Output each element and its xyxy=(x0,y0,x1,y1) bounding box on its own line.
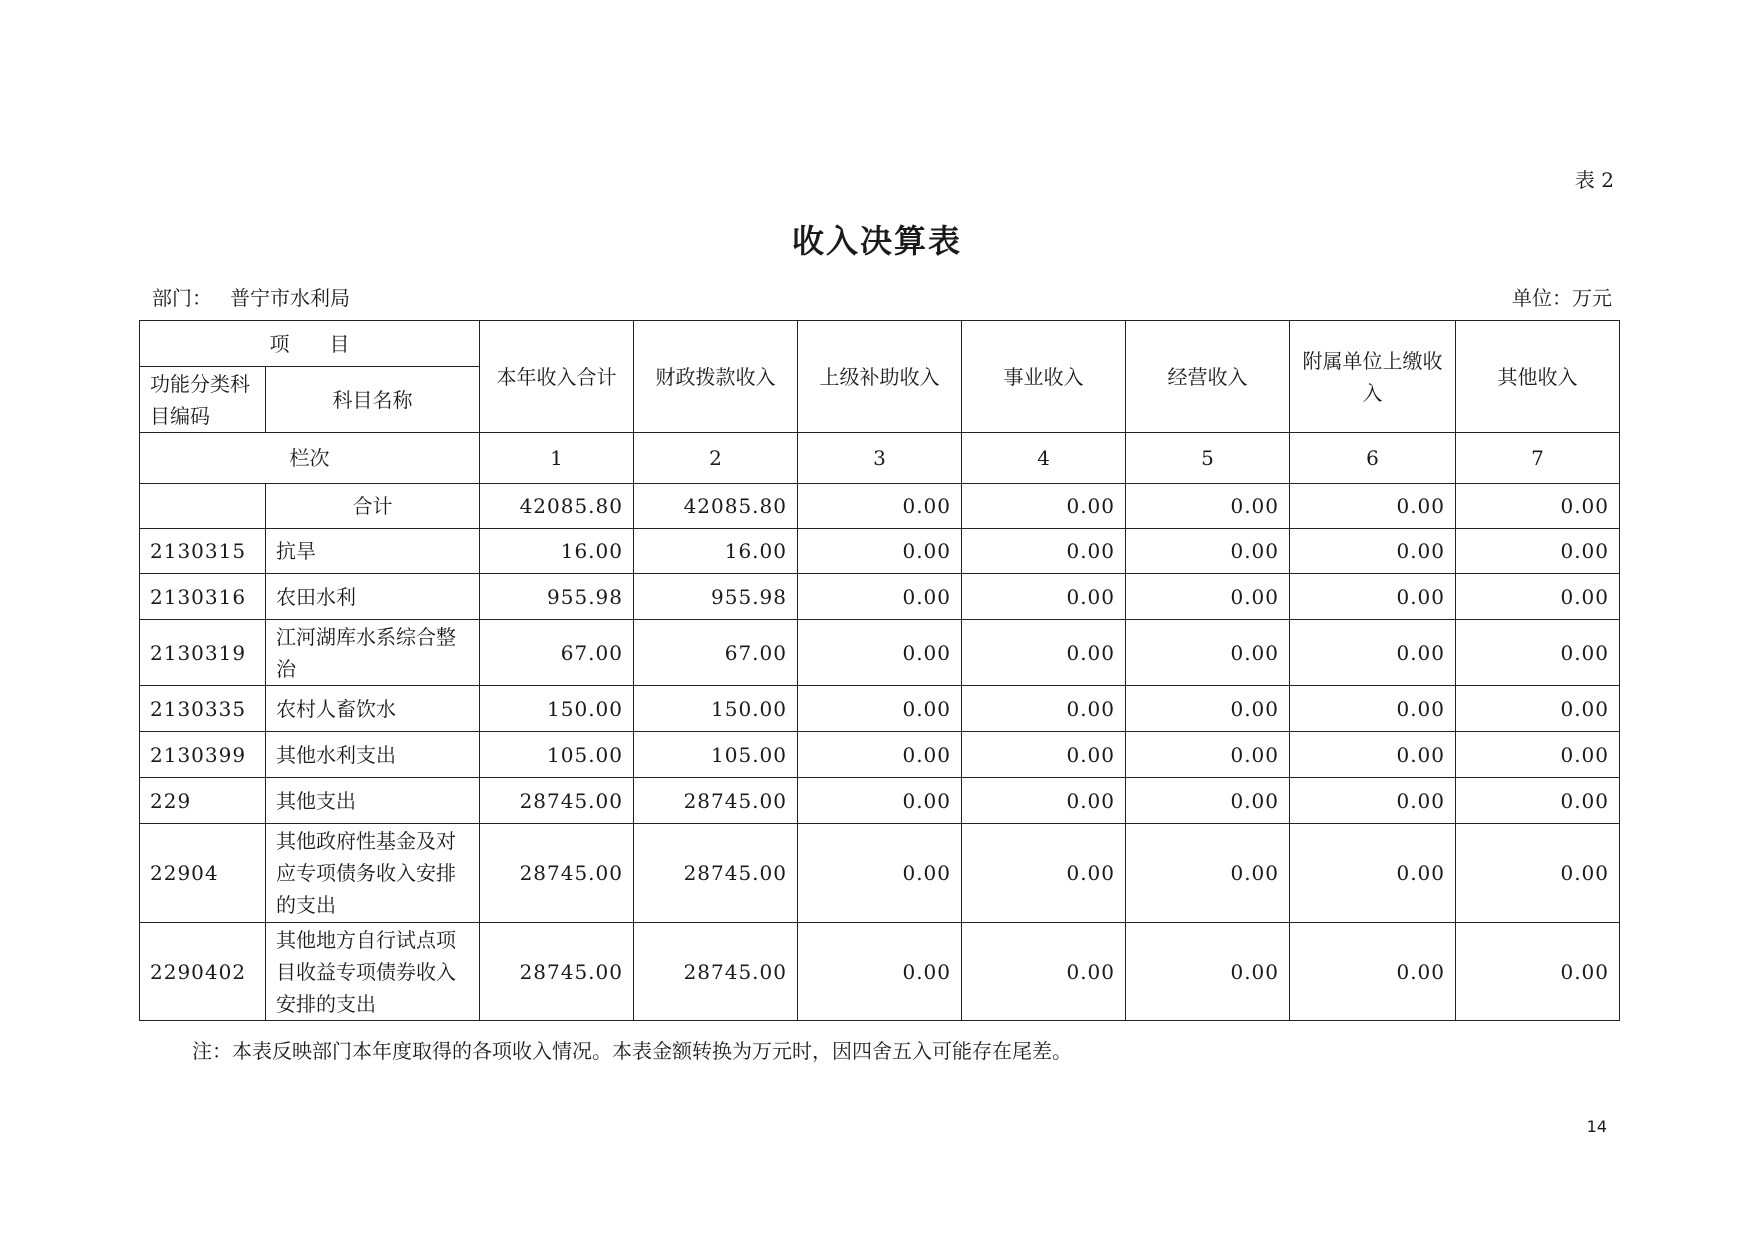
amount-cell: 0.00 xyxy=(1290,732,1456,778)
amount-cell: 0.00 xyxy=(1456,620,1620,686)
amount-cell: 0.00 xyxy=(798,923,962,1021)
amount-cell: 0.00 xyxy=(1456,778,1620,824)
amount-cell: 28745.00 xyxy=(480,824,634,923)
amount-cell: 0.00 xyxy=(1456,529,1620,574)
total-code-cell xyxy=(140,484,266,529)
total-value: 0.00 xyxy=(798,484,962,529)
header-item: 项 目 xyxy=(140,321,480,367)
index-4: 4 xyxy=(962,433,1126,484)
index-1: 1 xyxy=(480,433,634,484)
amount-cell: 105.00 xyxy=(634,732,798,778)
amount-cell: 0.00 xyxy=(962,686,1126,732)
amount-cell: 0.00 xyxy=(798,824,962,923)
total-value: 0.00 xyxy=(1126,484,1290,529)
amount-cell: 28745.00 xyxy=(634,778,798,824)
total-row xyxy=(140,484,1620,529)
table-row xyxy=(140,529,1620,574)
amount-cell: 0.00 xyxy=(1290,778,1456,824)
amount-cell: 0.00 xyxy=(1290,686,1456,732)
table-row xyxy=(140,732,1620,778)
amount-cell: 0.00 xyxy=(798,778,962,824)
total-value: 0.00 xyxy=(1456,484,1620,529)
page-number: 14 xyxy=(1586,1117,1607,1136)
amount-cell: 0.00 xyxy=(962,620,1126,686)
amount-cell: 955.98 xyxy=(480,574,634,620)
amount-cell: 0.00 xyxy=(962,778,1126,824)
subject-name: 其他政府性基金及对应专项债务收入安排的支出 xyxy=(266,824,480,923)
department-line xyxy=(152,282,350,311)
table-row xyxy=(140,574,1620,620)
total-value: 42085.80 xyxy=(634,484,798,529)
subject-name: 抗旱 xyxy=(266,529,480,574)
header-name: 科目名称 xyxy=(266,367,480,433)
page-title: 收入决算表 xyxy=(791,222,962,260)
table-row xyxy=(140,824,1620,923)
amount-cell: 0.00 xyxy=(1456,824,1620,923)
table-row xyxy=(140,620,1620,686)
subject-code: 2130315 xyxy=(140,529,266,574)
department-name: 普宁市水利局 xyxy=(230,286,350,310)
subject-name: 江河湖库水系综合整治 xyxy=(266,620,480,686)
subject-code: 2130319 xyxy=(140,620,266,686)
amount-cell: 150.00 xyxy=(634,686,798,732)
subject-code: 22904 xyxy=(140,824,266,923)
amount-cell: 0.00 xyxy=(1290,824,1456,923)
amount-cell: 0.00 xyxy=(798,620,962,686)
subject-name: 其他支出 xyxy=(266,778,480,824)
amount-cell: 0.00 xyxy=(1126,732,1290,778)
amount-cell: 0.00 xyxy=(1290,923,1456,1021)
amount-cell: 0.00 xyxy=(1290,529,1456,574)
amount-cell: 0.00 xyxy=(962,824,1126,923)
amount-cell: 0.00 xyxy=(1290,620,1456,686)
amount-cell: 105.00 xyxy=(480,732,634,778)
table-row xyxy=(140,923,1620,1021)
index-row-label: 栏次 xyxy=(140,433,480,484)
amount-cell: 0.00 xyxy=(798,574,962,620)
amount-cell: 0.00 xyxy=(1126,574,1290,620)
table-footnote: 注：本表反映部门本年度取得的各项收入情况。本表金额转换为万元时，因四舍五入可能存在尾差。 xyxy=(192,1039,1072,1063)
amount-cell: 16.00 xyxy=(480,529,634,574)
amount-cell: 28745.00 xyxy=(480,923,634,1021)
index-7: 7 xyxy=(1456,433,1620,484)
subject-code: 229 xyxy=(140,778,266,824)
amount-cell: 0.00 xyxy=(962,923,1126,1021)
total-value: 42085.80 xyxy=(480,484,634,529)
table-number: 表 2 xyxy=(1574,168,1614,192)
subject-code: 2130316 xyxy=(140,574,266,620)
total-label: 合计 xyxy=(266,484,480,529)
amount-cell: 67.00 xyxy=(480,620,634,686)
department-label: 部门： xyxy=(152,286,212,310)
table-row xyxy=(140,778,1620,824)
amount-cell: 0.00 xyxy=(1126,529,1290,574)
header-col-6: 附属单位上缴收入 xyxy=(1290,321,1456,433)
subject-name: 农田水利 xyxy=(266,574,480,620)
amount-cell: 150.00 xyxy=(480,686,634,732)
subject-code: 2130335 xyxy=(140,686,266,732)
header-col-7: 其他收入 xyxy=(1456,321,1620,433)
amount-cell: 0.00 xyxy=(962,732,1126,778)
header-col-5: 经营收入 xyxy=(1126,321,1290,433)
amount-cell: 0.00 xyxy=(1126,686,1290,732)
amount-cell: 16.00 xyxy=(634,529,798,574)
index-5: 5 xyxy=(1126,433,1290,484)
amount-cell: 0.00 xyxy=(962,529,1126,574)
amount-cell: 28745.00 xyxy=(634,824,798,923)
amount-cell: 955.98 xyxy=(634,574,798,620)
subject-name: 其他地方自行试点项目收益专项债券收入安排的支出 xyxy=(266,923,480,1021)
index-3: 3 xyxy=(798,433,962,484)
amount-cell: 0.00 xyxy=(1456,574,1620,620)
amount-cell: 67.00 xyxy=(634,620,798,686)
income-statement-table xyxy=(139,320,1620,1021)
header-code: 功能分类科目编码 xyxy=(140,367,266,433)
index-row xyxy=(140,433,1620,484)
amount-cell: 0.00 xyxy=(1290,574,1456,620)
index-2: 2 xyxy=(634,433,798,484)
table-row xyxy=(140,686,1620,732)
amount-cell: 28745.00 xyxy=(480,778,634,824)
subject-name: 其他水利支出 xyxy=(266,732,480,778)
header-row-item xyxy=(140,321,1620,367)
header-col-1: 本年收入合计 xyxy=(480,321,634,433)
subject-code: 2290402 xyxy=(140,923,266,1021)
header-col-2: 财政拨款收入 xyxy=(634,321,798,433)
amount-cell: 0.00 xyxy=(1126,824,1290,923)
total-value: 0.00 xyxy=(962,484,1126,529)
index-6: 6 xyxy=(1290,433,1456,484)
unit-label: 单位：万元 xyxy=(1512,286,1612,310)
amount-cell: 0.00 xyxy=(798,529,962,574)
amount-cell: 0.00 xyxy=(798,732,962,778)
header-col-3: 上级补助收入 xyxy=(798,321,962,433)
header-col-4: 事业收入 xyxy=(962,321,1126,433)
amount-cell: 0.00 xyxy=(1456,732,1620,778)
amount-cell: 0.00 xyxy=(1456,686,1620,732)
amount-cell: 0.00 xyxy=(798,686,962,732)
amount-cell: 0.00 xyxy=(962,574,1126,620)
amount-cell: 28745.00 xyxy=(634,923,798,1021)
amount-cell: 0.00 xyxy=(1456,923,1620,1021)
amount-cell: 0.00 xyxy=(1126,923,1290,1021)
amount-cell: 0.00 xyxy=(1126,778,1290,824)
subject-code: 2130399 xyxy=(140,732,266,778)
amount-cell: 0.00 xyxy=(1126,620,1290,686)
subject-name: 农村人畜饮水 xyxy=(266,686,480,732)
total-value: 0.00 xyxy=(1290,484,1456,529)
